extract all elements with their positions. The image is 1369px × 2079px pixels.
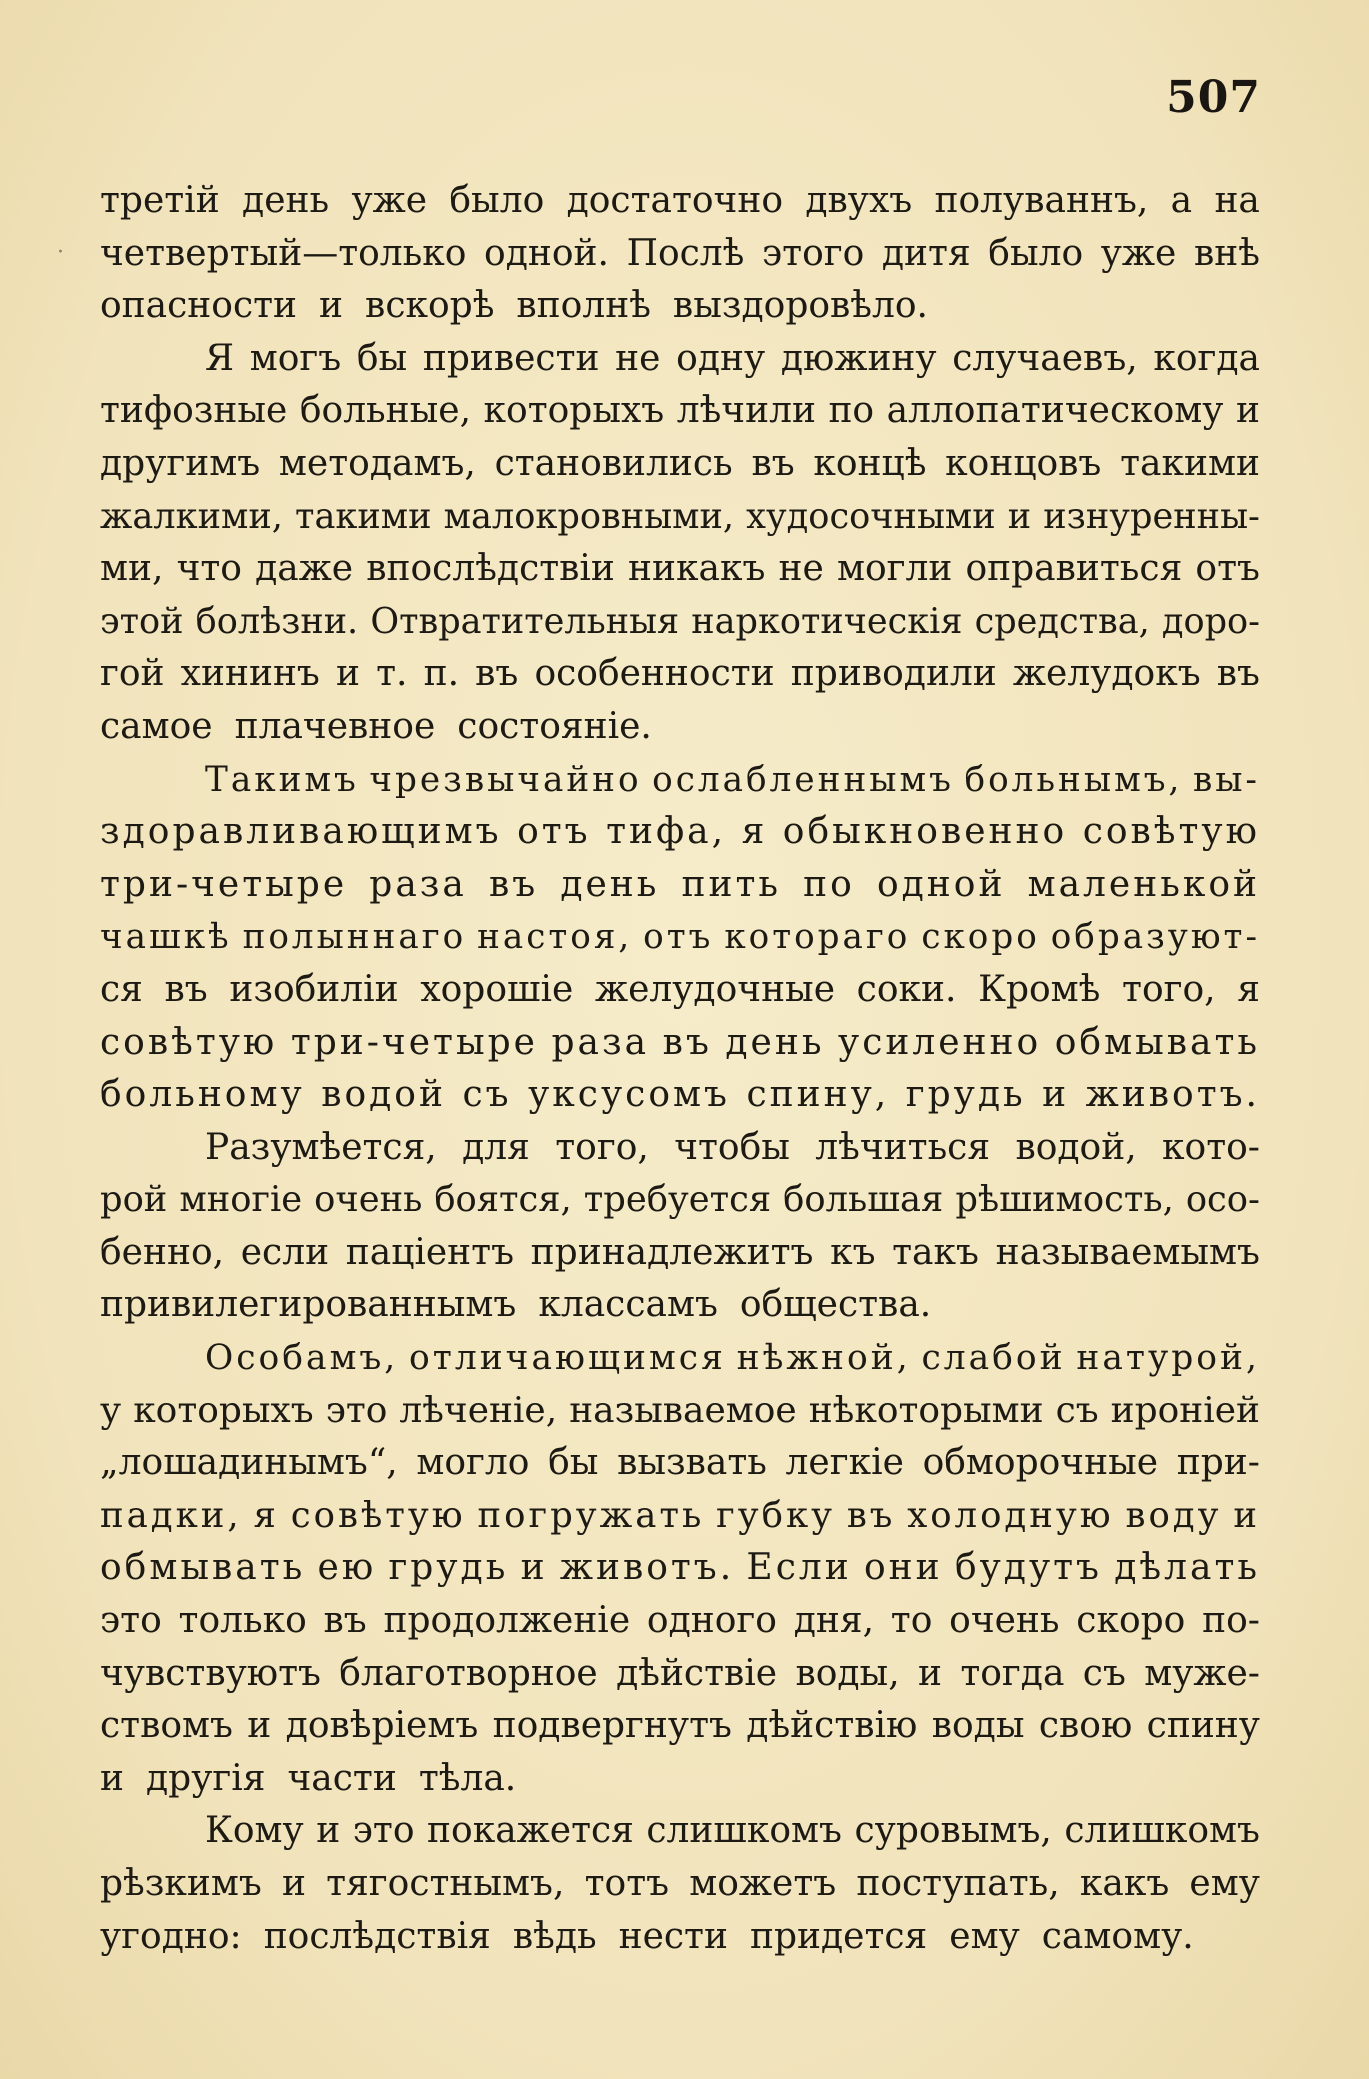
text-line: три-четыре раза въ день пить по одной маленькой <box>100 863 1260 905</box>
text-line: Я могъ бы привести не одну дюжину случаевъ, когда <box>205 337 1260 379</box>
text-line: четвертый—только одной. Послѣ этого дитя было уже внѣ <box>100 232 1260 274</box>
text-line: привилегированнымъ классамъ общества. <box>100 1284 932 1326</box>
text-line: Такимъ чрезвычайно ослабленнымъ больнымъ, вы- <box>205 759 1260 800</box>
text-line: рой многіе очень боятся, требуется большая рѣшимость, осо- <box>100 1179 1260 1221</box>
text-line: чувствуютъ благотворное дѣйствіе воды, и тогда съ муже- <box>100 1652 1260 1694</box>
text-line: Кому и это покажется слишкомъ суровымъ, слишкомъ <box>205 1810 1260 1852</box>
text-line: у которыхъ это лѣченіе, называемое нѣкоторыми съ ироніей <box>100 1389 1260 1431</box>
text-line: гой хининъ и т. п. въ особенности приводили желудокъ въ <box>100 653 1260 695</box>
text-line: третій день уже было достаточно двухъ полуваннъ, а на <box>100 180 1260 221</box>
text-line: бенно, если паціентъ принадлежитъ къ такъ называемымъ <box>100 1231 1260 1273</box>
text-line: чашкѣ полыннаго настоя, отъ котораго скоро образуют- <box>100 917 1260 958</box>
text-line: „лошадинымъ“, могло бы вызвать легкіе обморочные при- <box>100 1442 1260 1484</box>
text-line: падки, я совѣтую погружать губку въ холодную воду и <box>100 1494 1260 1536</box>
text-line: обмывать ею грудь и животъ. Если они будутъ дѣлать <box>100 1547 1260 1589</box>
text-line: ми, что даже впослѣдствіи никакъ не могли оправиться отъ <box>100 548 1260 590</box>
margin-speck: · <box>57 240 64 265</box>
text-line: угодно: послѣдствія вѣдь нести придется ему самому. <box>100 1915 1194 1957</box>
text-line: это только въ продолженіе одного дня, то очень скоро по- <box>100 1600 1260 1642</box>
text-line: жалкими, такими малокровными, худосочными и изнуренны- <box>100 495 1260 537</box>
text-line: рѣзкимъ и тягостнымъ, тотъ можетъ поступать, какъ ему <box>100 1863 1260 1904</box>
text-line: опасности и вскорѣ вполнѣ выздоровѣло. <box>100 285 928 327</box>
text-line: здоравливающимъ отъ тифа, я обыкновенно совѣтую <box>100 811 1260 853</box>
text-line: тифозные больные, которыхъ лѣчили по аллопатическому и <box>100 390 1260 432</box>
text-line: Разумѣется, для того, чтобы лѣчиться водой, кото- <box>205 1126 1260 1168</box>
text-line: больному водой съ уксусомъ спину, грудь и животъ. <box>100 1074 1260 1116</box>
text-line: другимъ методамъ, становились въ концѣ концовъ такими <box>100 442 1260 484</box>
text-line: и другія части тѣла. <box>100 1757 517 1799</box>
text-line: этой болѣзни. Отвратительныя наркотическія средства, доро- <box>100 600 1260 642</box>
text-line: ствомъ и довѣріемъ подвергнутъ дѣйствію воды свою спину <box>100 1705 1260 1747</box>
body-text <box>100 175 1260 1963</box>
text-line: самое плачевное состояніе. <box>100 705 652 747</box>
page-number: 507 <box>1166 72 1261 123</box>
text-line: ся въ изобиліи хорошіе желудочные соки. Кромѣ того, я <box>100 968 1260 1010</box>
text-line: совѣтую три-четыре раза въ день усиленно обмывать <box>100 1021 1260 1063</box>
text-line: Особамъ, отличающимся нѣжной, слабой натурой, <box>205 1338 1260 1379</box>
